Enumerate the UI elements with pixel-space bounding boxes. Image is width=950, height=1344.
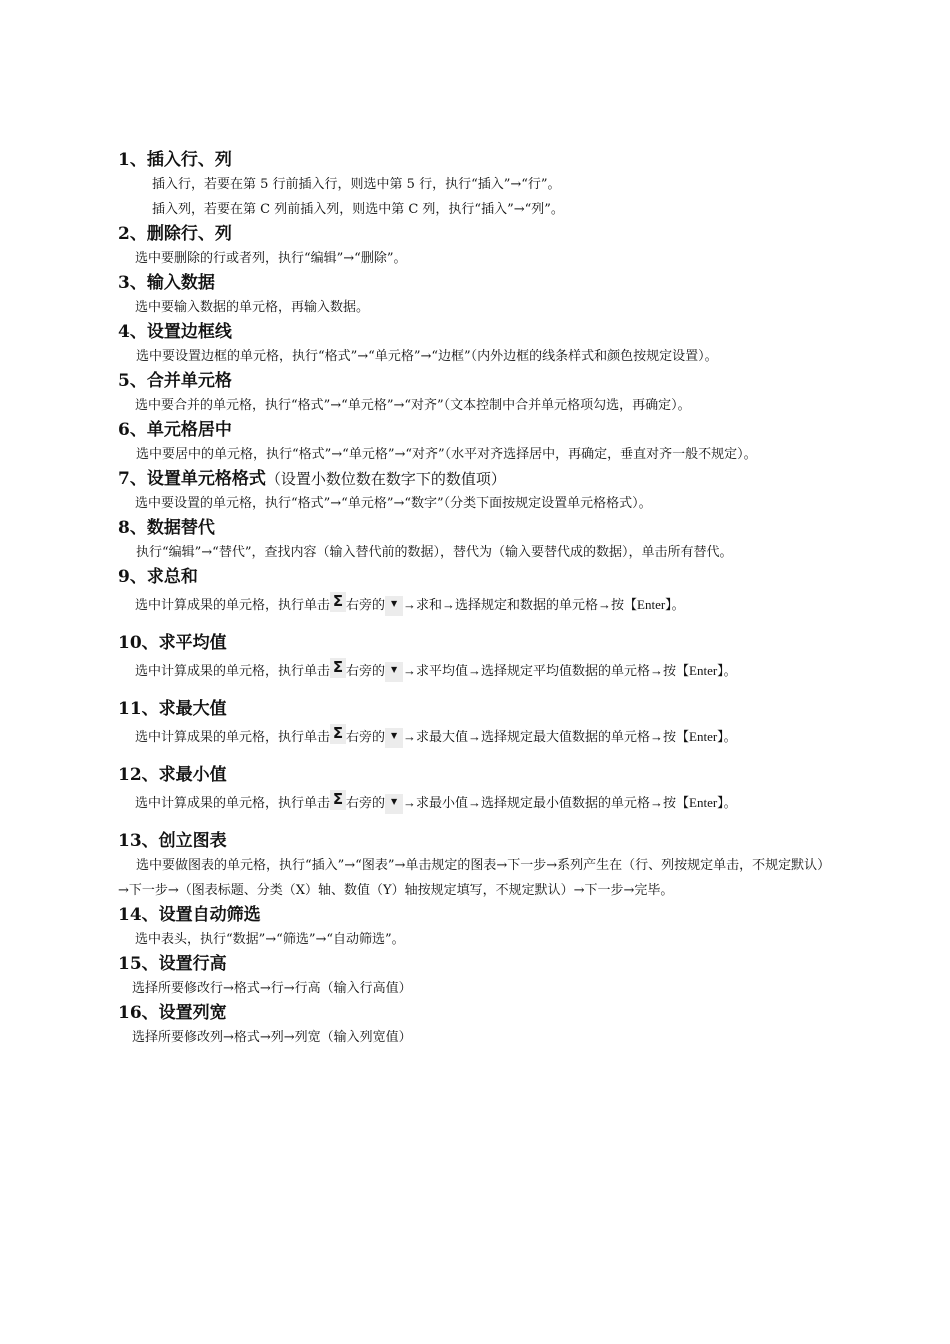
sigma-icon: Σ [330,592,346,612]
paragraph-insert-column: 插入列，若要在第 C 列前插入列，则选中第 C 列，执行“插入”→“列”。 [152,202,564,217]
caret-down-icon: ▼ [385,662,403,682]
heading-insert-row-column: 1、插入行、列 [118,150,232,170]
heading-row-height: 15、设置行高 [118,954,227,974]
average-text-post: →求平均值→选择规定平均值数据的单元格→按【Enter】。 [403,663,737,678]
caret-down-icon: ▼ [385,596,403,616]
paragraph-create-chart: 选中要做图表的单元格，执行“插入”→“图表”→单击规定的图表→下一步→系列产生在（行、列按规定单击，不规定默认）→下一步→（图表标题、分类（X）轴、数值（Y）轴按规定填写，不规定默认）→下一步→完毕。 [118,858,824,898]
sum-text-mid: 右旁的 [346,598,386,613]
sigma-icon: Σ [330,790,346,810]
paragraph-column-width: 选择所要修改列→格式→列→列宽（输入列宽值） [132,1030,412,1045]
paragraph-sum [118,592,826,618]
max-text-pre: 选中计算成果的单元格，执行单击 [135,730,331,745]
paragraph-data-replace: 执行“编辑”→“替代”，查找内容（输入替代前的数据），替代为（输入要替代成的数据），单击所有替代。 [136,545,733,560]
average-text-pre: 选中计算成果的单元格，执行单击 [135,664,331,679]
paragraph-row-height: 选择所要修改行→格式→行→行高（输入行高值） [132,981,412,996]
sigma-icon: Σ [330,724,346,744]
paragraph-enter-data: 选中要输入数据的单元格，再输入数据。 [135,300,370,315]
paragraph-min [118,790,826,816]
average-text-mid: 右旁的 [346,664,386,679]
heading-column-width: 16、设置列宽 [118,1003,227,1023]
caret-down-icon: ▼ [385,728,403,748]
heading-enter-data: 3、输入数据 [118,273,215,293]
heading-max: 11、求最大值 [118,699,227,719]
heading-sum: 9、求总和 [118,567,198,587]
min-text-mid: 右旁的 [346,796,386,811]
max-text-post: →求最大值→选择规定最大值数据的单元格→按【Enter】。 [403,729,737,744]
paragraph-max [118,724,826,750]
paragraph-auto-filter: 选中表头，执行“数据”→“筛选”→“自动筛选”。 [135,932,405,947]
sum-text-post: →求和→选择规定和数据的单元格→按【Enter】。 [403,597,685,612]
max-text-mid: 右旁的 [346,730,386,745]
min-text-pre: 选中计算成果的单元格，执行单击 [135,796,331,811]
heading-cell-format [118,467,826,491]
paragraph-merge-cells: 选中要合并的单元格，执行“格式”→“单元格”→“对齐”（文本控制中合并单元格项勾选，再确定）。 [135,398,691,413]
heading-create-chart: 13、创立图表 [118,831,227,851]
sum-text-pre: 选中计算成果的单元格，执行单击 [135,598,331,613]
heading-min: 12、求最小值 [118,765,227,785]
paragraph-set-borders: 选中要设置边框的单元格，执行“格式”→“单元格”→“边框”（内外边框的线条样式和颜色按规定设置）。 [136,349,718,364]
caret-down-icon: ▼ [385,794,403,814]
sigma-icon: Σ [330,658,346,678]
paragraph-delete-row-column: 选中要删除的行或者列，执行“编辑”→“删除”。 [135,251,407,266]
paragraph-cell-format: 选中要设置的单元格，执行“格式”→“单元格”→“数字”（分类下面按规定设置单元格格式）。 [135,496,652,511]
heading-auto-filter: 14、设置自动筛选 [118,905,261,925]
document-content [118,148,826,1050]
heading-cell-format-note: （设置小数位数在数字下的数值项） [265,470,506,488]
paragraph-average [118,658,826,684]
paragraph-center-cells: 选中要居中的单元格，执行“格式”→“单元格”→“对齐”（水平对齐选择居中，再确定，垂直对齐一般不规定）。 [136,447,757,462]
heading-center-cells: 6、单元格居中 [118,420,232,440]
heading-data-replace: 8、数据替代 [118,518,215,538]
heading-cell-format-title: 7、设置单元格格式 [118,469,266,489]
min-text-post: →求最小值→选择规定最小值数据的单元格→按【Enter】。 [403,795,737,810]
paragraph-insert-row: 插入行，若要在第 5 行前插入行，则选中第 5 行，执行“插入”→“行”。 [152,177,561,192]
heading-delete-row-column: 2、删除行、列 [118,224,232,244]
heading-merge-cells: 5、合并单元格 [118,371,232,391]
heading-set-borders: 4、设置边框线 [118,322,232,342]
heading-average: 10、求平均值 [118,633,227,653]
